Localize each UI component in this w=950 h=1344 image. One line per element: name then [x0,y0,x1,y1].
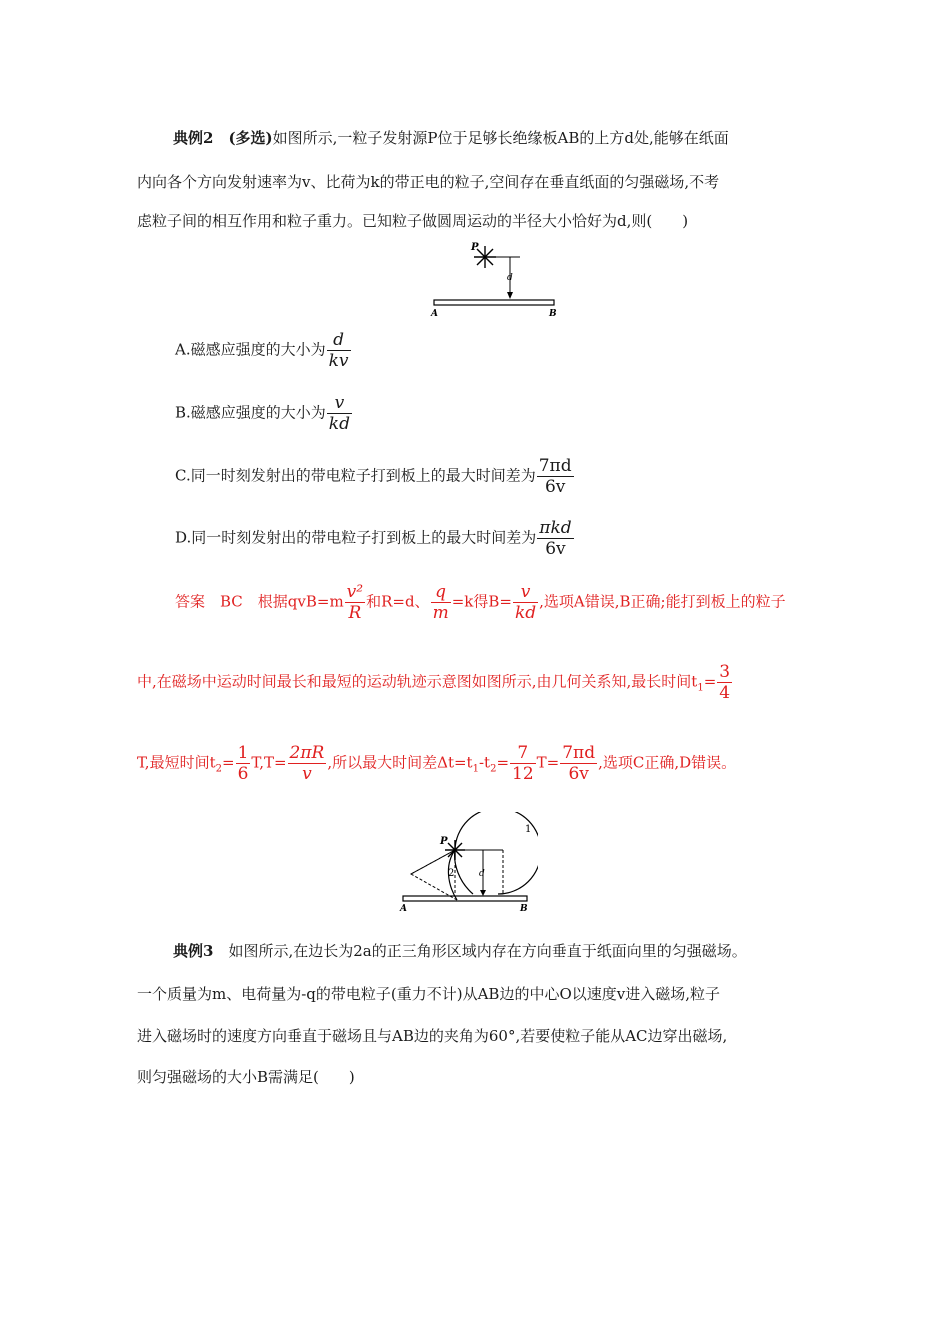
label-2: 2 [448,868,455,879]
label-p: P [471,242,479,253]
option-d-num: πkd [539,518,572,538]
label-p2: P [440,836,448,847]
option-d[interactable] [175,518,575,559]
label-1: 1 [525,824,532,835]
sub-1: 1 [697,682,704,694]
option-c-num: 7πd [538,456,572,476]
option-c-den: 6v [544,477,566,497]
frac-2pir: 2πR [289,743,325,763]
frac-kd: kd [514,603,537,623]
frac-7: 7 [510,743,536,764]
answer-text6: T,最短时间t [137,753,216,772]
option-c[interactable] [175,456,575,497]
answer-eq: = [703,672,717,691]
frac-4: 4 [719,683,731,703]
answer-line2 [137,662,733,703]
example2-line3: 虑粒子间的相互作用和粒子重力。已知粒子做圆周运动的半径大小恰好为d,则( ) [137,212,689,230]
option-b-num: v [327,393,352,414]
frac-r: R [348,603,362,623]
example3-line3: 进入磁场时的速度方向垂直于磁场且与AB边的夹角为60°,若要使粒子能从AC边穿出磁场, [137,1027,728,1045]
option-a-num: d [327,330,351,351]
frac-6v: 6v [568,764,589,784]
option-b-den: kd [328,414,350,434]
sub-t2: 2 [490,763,497,775]
answer-text2: 和R=d、 [366,592,430,611]
answer-text4: ,选项A错误,B正确;能打到板上的粒子 [539,592,786,611]
answer-text9: -t [478,753,491,772]
answer-text10: T= [536,753,560,772]
example2-line2: 内向各个方向发射速率为v、比荷为k的带正电的粒子,空间存在垂直纸面的匀强磁场,不考 [137,173,720,191]
option-a-den: kv [328,351,349,371]
answer-line3 [137,743,736,784]
option-a-text: A.磁感应强度的大小为 [175,340,326,359]
figure-trajectories [393,812,538,914]
answer-eq3: = [496,753,510,772]
frac-1: 1 [237,743,249,763]
frac-v: v [513,582,538,603]
example3-label: 典例3 [173,942,214,960]
answer-eq2: = [221,753,235,772]
label-a2: A [400,904,407,914]
label-b: B [549,309,557,319]
insulating-plate [434,300,554,305]
answer-text5: 中,在磁场中运动时间最长和最短的运动轨迹示意图如图所示,由几何关系知,最长时间t [137,672,698,691]
frac-12: 12 [512,764,534,784]
frac-q: q [431,582,451,603]
option-a[interactable] [175,330,352,371]
answer-text1: 答案 BC 根据qvB=m [175,592,344,611]
label-b2: B [520,904,528,914]
example2-label: 典例2 [173,129,214,147]
option-d-den: 6v [545,539,566,559]
figure-plate-emitter [425,240,560,320]
sub-2: 2 [215,763,222,775]
answer-text3: =k得B= [451,592,512,611]
option-b-text: B.磁感应强度的大小为 [175,403,326,422]
insulating-plate-2 [403,896,527,901]
label-d2: d [479,869,485,879]
answer-text7: T,T= [251,753,287,772]
sub-t1: 1 [472,763,479,775]
answer-line1 [175,582,786,623]
answer-text8: ,所以最大时间差Δt=t [327,753,473,772]
example2-line1 [137,127,729,149]
example3-line1 [137,940,747,962]
frac-7pid: 7πd [562,743,596,763]
label-a: A [431,309,438,319]
option-b[interactable] [175,393,353,434]
frac-m: m [432,603,449,623]
frac-6: 6 [237,764,249,784]
example3-line2: 一个质量为m、电荷量为-q的带电粒子(重力不计)从AB边的中心O以速度v进入磁场,粒子 [137,985,720,1003]
example3-line4: 则匀强磁场的大小B需满足( ) [137,1068,355,1086]
emitter-icon-2 [445,840,465,860]
example2-text1: 如图所示,一粒子发射源P位于足够长绝缘板AB的上方d处,能够在纸面 [272,129,729,147]
frac-v2b: v [302,764,312,784]
label-d: d [507,273,513,283]
example3-text1: 如图所示,在边长为2a的正三角形区域内存在方向垂直于纸面向里的匀强磁场。 [228,942,747,960]
frac-3: 3 [719,662,731,682]
option-d-text: D.同一时刻发射出的带电粒子打到板上的最大时间差为 [175,528,537,547]
option-c-text: C.同一时刻发射出的带电粒子打到板上的最大时间差为 [175,466,536,485]
multi-select-tag: (多选) [228,129,273,147]
frac-v2: v² [346,582,364,602]
answer-text11: ,选项C正确,D错误。 [598,753,737,772]
